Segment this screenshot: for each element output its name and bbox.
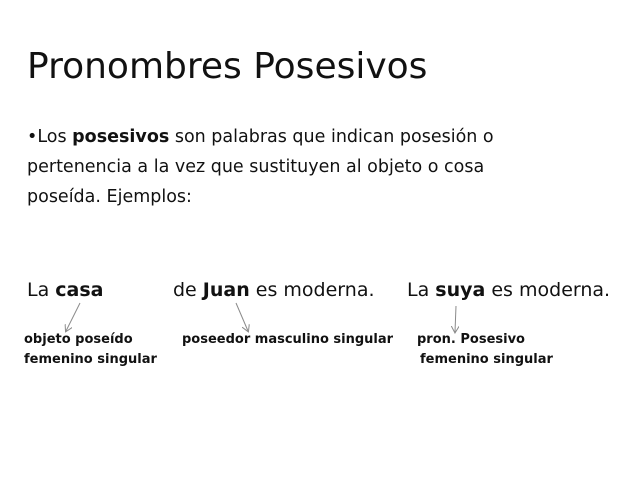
definition-line-1 xyxy=(27,122,617,152)
arrow-to-object-label xyxy=(66,303,80,331)
definition-paragraph xyxy=(27,122,617,212)
example-2-post: es moderna. xyxy=(249,279,375,301)
example-word-suya: suya xyxy=(435,279,486,301)
example-2-pre: de xyxy=(173,279,203,301)
example-3-pre: La xyxy=(407,279,436,301)
slide-title: Pronombres Posesivos xyxy=(27,46,428,87)
label-pronoun-line-1: pron. Posesivo xyxy=(417,332,525,347)
label-object-line-2: femenino singular xyxy=(24,352,157,367)
term-posesivos: posesivos xyxy=(72,127,170,147)
example-1-pre: La xyxy=(27,279,56,301)
example-word-casa: casa xyxy=(55,279,104,301)
arrow-to-possessor-label xyxy=(236,303,248,331)
definition-line-1-rest: son palabras que indican posesión o xyxy=(169,127,494,147)
example-part-1 xyxy=(27,277,104,303)
definition-line-3: poseída. Ejemplos: xyxy=(27,187,192,207)
label-possessor: poseedor masculino singular xyxy=(182,332,394,347)
bullet-text: •Los xyxy=(27,127,73,147)
example-3-post: es moderna. xyxy=(485,279,611,301)
label-pronoun-line-2: femenino singular xyxy=(420,352,553,367)
example-part-2 xyxy=(173,277,375,303)
example-word-juan: Juan xyxy=(202,279,250,301)
definition-line-2: pertenencia a la vez que sustituyen al objeto o cosa xyxy=(27,157,485,177)
example-part-3 xyxy=(407,277,610,303)
label-object-line-1: objeto poseído xyxy=(24,332,133,347)
arrow-to-pronoun-label xyxy=(455,306,456,332)
